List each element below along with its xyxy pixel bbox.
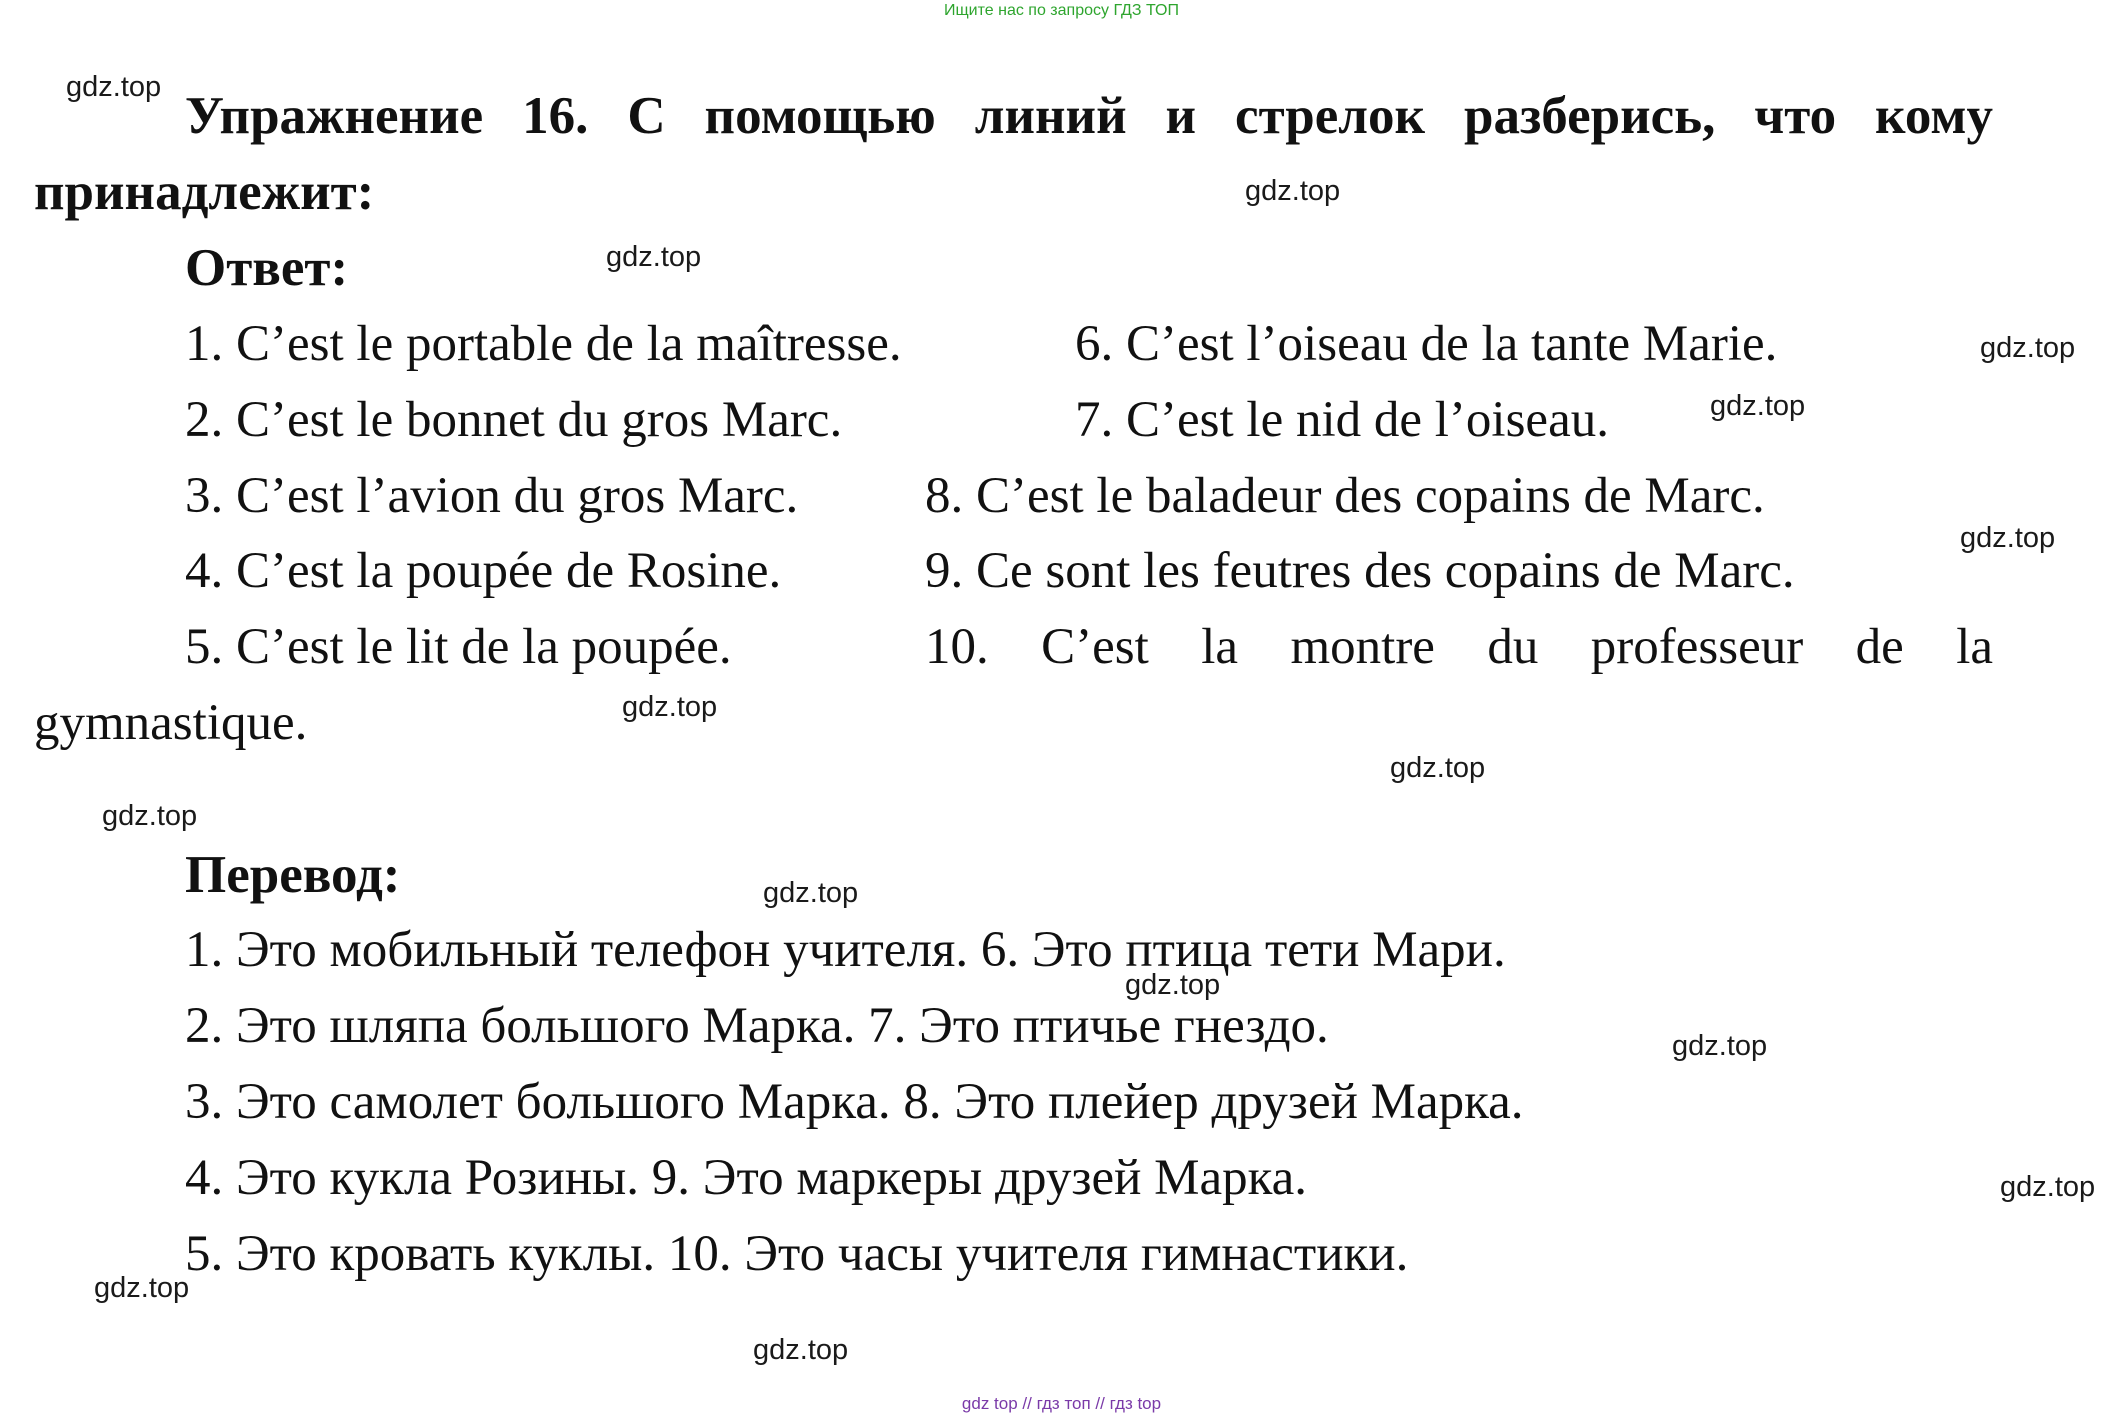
watermark: gdz.top	[1390, 752, 1486, 784]
top-banner: Ищите нас по запросу ГДЗ ТОП	[944, 2, 1179, 19]
watermark: gdz.top	[1960, 522, 2056, 554]
exercise-heading-continued: принадлежит:	[34, 163, 375, 221]
answer-item-3: 3. C’est l’avion du gros Marc.	[185, 468, 799, 524]
answer-item-7: 7. C’est le nid de l’oiseau.	[1075, 392, 1609, 448]
exercise-heading: Упражнение 16. С помощью линий и стрелок разберись, что кому	[185, 87, 1993, 145]
answer-item-1: 1. C’est le portable de la maîtresse.	[185, 316, 902, 372]
answer-label: Ответ:	[185, 239, 349, 297]
answer-item-5: 5. C’est le lit de la poupée.	[185, 619, 732, 675]
watermark: gdz.top	[2000, 1171, 2096, 1203]
answer-item-10: 10. C’est la montre du professeur de la	[925, 619, 1993, 675]
translation-line-2: 2. Это шляпа большого Марка. 7. Это птичье гнездо.	[185, 998, 1329, 1054]
translation-label: Перевод:	[185, 846, 401, 904]
watermark: gdz.top	[1672, 1030, 1768, 1062]
watermark: gdz.top	[606, 241, 702, 273]
answer-item-2: 2. C’est le bonnet du gros Marc.	[185, 392, 843, 448]
answer-item-8: 8. C’est le baladeur des copains de Marc.	[925, 468, 1765, 524]
watermark: gdz.top	[94, 1272, 190, 1304]
translation-line-5: 5. Это кровать куклы. 10. Это часы учителя гимнастики.	[185, 1226, 1409, 1282]
watermark: gdz.top	[1245, 175, 1341, 207]
watermark: gdz.top	[753, 1334, 849, 1366]
watermark: gdz.top	[622, 691, 718, 723]
watermark: gdz.top	[1710, 390, 1806, 422]
watermark: gdz.top	[763, 877, 859, 909]
watermark: gdz.top	[66, 71, 162, 103]
footer-links: gdz top // гдз топ // гдз top	[961, 1394, 1162, 1413]
answer-item-10-continued: gymnastique.	[34, 695, 308, 751]
watermark: gdz.top	[1125, 969, 1221, 1001]
answer-item-9: 9. Ce sont les feutres des copains de Marc.	[925, 543, 1795, 599]
watermark: gdz.top	[102, 800, 198, 832]
answer-item-6: 6. C’est l’oiseau de la tante Marie.	[1075, 316, 1778, 372]
translation-line-4: 4. Это кукла Розины. 9. Это маркеры друзей Марка.	[185, 1150, 1308, 1206]
answer-item-4: 4. C’est la poupée de Rosine.	[185, 543, 782, 599]
translation-line-3: 3. Это самолет большого Марка. 8. Это плейер друзей Марка.	[185, 1074, 1524, 1130]
translation-line-1: 1. Это мобильный телефон учителя. 6. Это птица тети Мари.	[185, 922, 1506, 978]
watermark: gdz.top	[1980, 332, 2076, 364]
